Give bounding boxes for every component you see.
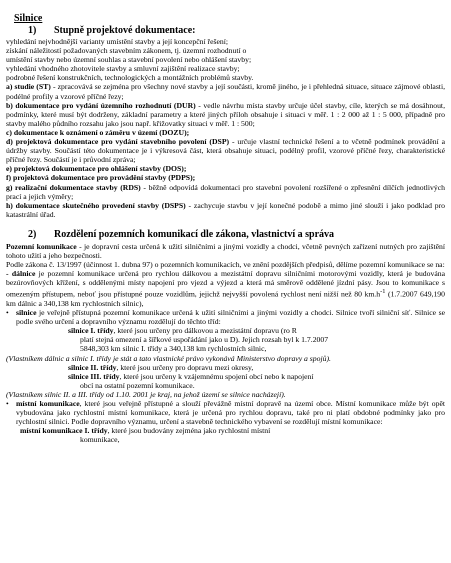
item-h-term: h) dokumentace skutečného provedení stavby (DSPS) [6, 200, 186, 210]
class-2-text: , které jsou určeny pro dopravu mezi okresy, [116, 362, 254, 372]
dalnice-text: je pozemní komunikace určená pro rychlou dálkovou a mezistátní dopravu silničními motorovými vozidly, která je budována bezúrovňových křížení, s oddělenými místy napojení pro vjezd a výjezd a která má směrově oddělené jízdní pásy. Jsou to komunikace s omezeným přístupem, neboť jsou přístupné pouze vozidlům, jejichž nejvyšší povolená rychlost není nižší než 80 km.h [6, 269, 445, 299]
ownership-note-2: (Vlastníkem silnic II. a III. třídy od 1.10. 2001 je kraj, na jehož území se silnice nacházejí). [6, 389, 286, 399]
item-g-rds [6, 183, 445, 201]
section-1-line-5: podrobné řešení konstrukčních, technologických a montážních problémů stavby. [6, 73, 254, 83]
pk-term: Pozemní komunikace [6, 241, 77, 251]
section-1-number: 1) [28, 25, 37, 36]
class-1-line-1 [6, 326, 445, 335]
class-3-line-1 [6, 372, 445, 381]
mk-class-1-term: místní komunikace I. třídy [20, 426, 108, 436]
class-3-text: , které jsou určeny k vzájemnému spojení obcí nebo k napojení [119, 371, 314, 381]
item-d-term: d) projektová dokumentace pro vydání stavebního povolení (DSP) [6, 137, 230, 147]
section-1-line-2: získání náležitostí požadovaných stavebním zákonem, tj. územní rozhodnutí o [6, 46, 247, 56]
dalnice-term: - dálnice [6, 269, 36, 279]
silnice-text: je veřejně přístupná pozemní komunikace určená k užití silničními a jinými vozidly a chodci. Silnice tvoří silniční síť. Silnice se podle svého určení a dopravního významu rozdělují do těchto tříd: [16, 308, 445, 327]
item-b-term: b) dokumentace pro vydání územního rozhodnutí (DUR) [6, 100, 196, 110]
law-paragraph: Podle zákona č. 13/1997 (účinnost 1. dubna 97) o pozemních komunikacích, ve znění pozdějších předpisů, dělíme pozemní komunikace se na: [6, 260, 445, 270]
item-b-dur [6, 101, 445, 128]
class-1-text: , které jsou určeny pro dálkovou a mezistátní dopravu (ro R [113, 326, 297, 336]
pk-text: - je dopravní cesta určená k užití silničními a jinými vozidly a chodci, včetně pevných zařízení nutných pro zajištění tohoto užití a jeho bezpečnosti. [6, 241, 445, 260]
dalnice-unit-exponent: -1 [380, 288, 386, 296]
silnice-paragraph [6, 308, 445, 326]
class-1-term: silnice I. třídy [68, 326, 114, 336]
item-c-dozu: c) dokumentace k oznámení o záměru v území (DOZU); [6, 127, 190, 137]
item-b-text: - vedle návrhu místa stavby určuje účel stavby, cíle, kterých se má dosáhnout, podmínky, které musí být dodrženy, základní parametry a které jiných příloh obsahuje i situaci v měř. 1 : 2 000 až 1 : 5 000, případně pro stavby malého půdního rozsahu jako jsou např. křižovatky situaci v měř. 1 : 500; [6, 100, 445, 128]
mistni-komunikace-paragraph [6, 399, 445, 426]
item-a-study [6, 82, 445, 100]
mk-class-1-line-1 [6, 426, 445, 435]
pk-definition [6, 242, 445, 260]
section-2-number: 2) [28, 228, 37, 240]
section-1-line-3: umístění stavby nebo územní souhlas a stavební povolení nebo ohlášení stavby; [6, 55, 252, 65]
mk-class-1-line-2: komunikace, [80, 435, 120, 445]
section-2-heading [28, 229, 445, 241]
item-a-term: a) studie (ST) [6, 82, 51, 92]
mk-class-1-text: , které jsou budovány zejména jako rychlostní místní [107, 426, 271, 436]
item-d-text: - určuje vlastní technické řešení a to včetně podmínek provádění a údržby stavby. Součástí této dokumentace je i výkresová část, která obsahuje situaci, podélný profil, vzorové příčné řezy, charakteristické příčné řezy. Součástí je i průvodní zpráva; [6, 137, 445, 165]
dalnice-tail: (1.7.2007 649,190 km dálnic a 340,138 km rychlostních silnic), [6, 289, 445, 308]
item-e-dos: e) projektová dokumentace pro ohlášení stavby (DOS); [6, 164, 187, 174]
item-h-dsps [6, 201, 445, 219]
item-d-dsp [6, 137, 445, 164]
silnice-term: silnice [16, 308, 37, 318]
item-g-term: g) realizační dokumentace stavby (RDS) [6, 182, 141, 192]
section-1-title: Stupně projektové dokumentace: [54, 25, 196, 36]
dalnice-paragraph [6, 269, 445, 308]
section-1-heading [28, 25, 445, 37]
class-2-term: silnice II. třídy [68, 362, 117, 372]
ownership-note-1: (Vlastníkem dálnic a silnic I. třídy je stát a tato vlastnické právo vykonává Ministerstvo dopravy a spojů). [6, 353, 331, 363]
section-gap [6, 219, 445, 229]
class-3-term: silnice III. třídy [68, 371, 120, 381]
item-h-text: - zachycuje stavbu v její konečné podobě a mimo jiné slouží i jako podklad pro katastrální úřad. [6, 200, 445, 219]
class-1-line-2: platí stejná omezení a šířkové uspořádání jako u D). Jejich rozsah byl k 1.7.2007 [80, 335, 329, 345]
item-f-pdps: f) projektová dokumentace pro provádění stavby (PDPS); [6, 173, 196, 183]
class-2-line [6, 363, 445, 372]
section-1-line-4: vyhledání vhodného zhotovitele stavby a smluvní zajištění realizace stavby; [6, 64, 240, 74]
section-1-line-1: vyhledání nejvhodnější varianty umístění stavby a její koncepční řešení; [6, 37, 229, 46]
mistni-komunikace-term: místní komunikace [16, 399, 80, 409]
page-title: Silnice [14, 13, 43, 24]
class-3-line-2: obcí na ostatní pozemní komunikace. [80, 380, 195, 390]
class-1-line-3: 5848,303 km silnic I. třídy a 340,138 km rychlostních silnic, [80, 344, 267, 354]
item-g-text: - běžně odpovídá dokumentaci pro stavební povolení rozšířené o zpřesnění dílčích jednotlivých prací a jejich výměry; [6, 182, 445, 201]
mistni-komunikace-text: , které jsou veřejně přístupné a slouží převážně místní dopravě na území obce. Místní komunikace může být opět vybudována jako rychlostní místní komunikace, která je určená pro rychlou dopravu, také pro ni platí obdobné podmínky jako pro rychlostní silnici. Podle dopravního významu, určení a stavebně technického vybavení se rozdělují místní komunikace: [16, 399, 445, 427]
item-a-text: - zpracovává se zejména pro všechny nové stavby a její součásti, kromě jiného, je i přehledná situace, situace zájmové oblasti, podélné profily a vzorové příčné řezy; [6, 82, 446, 101]
section-2-title: Rozdělení pozemních komunikací dle zákona, vlastnictví a správa [54, 228, 335, 240]
